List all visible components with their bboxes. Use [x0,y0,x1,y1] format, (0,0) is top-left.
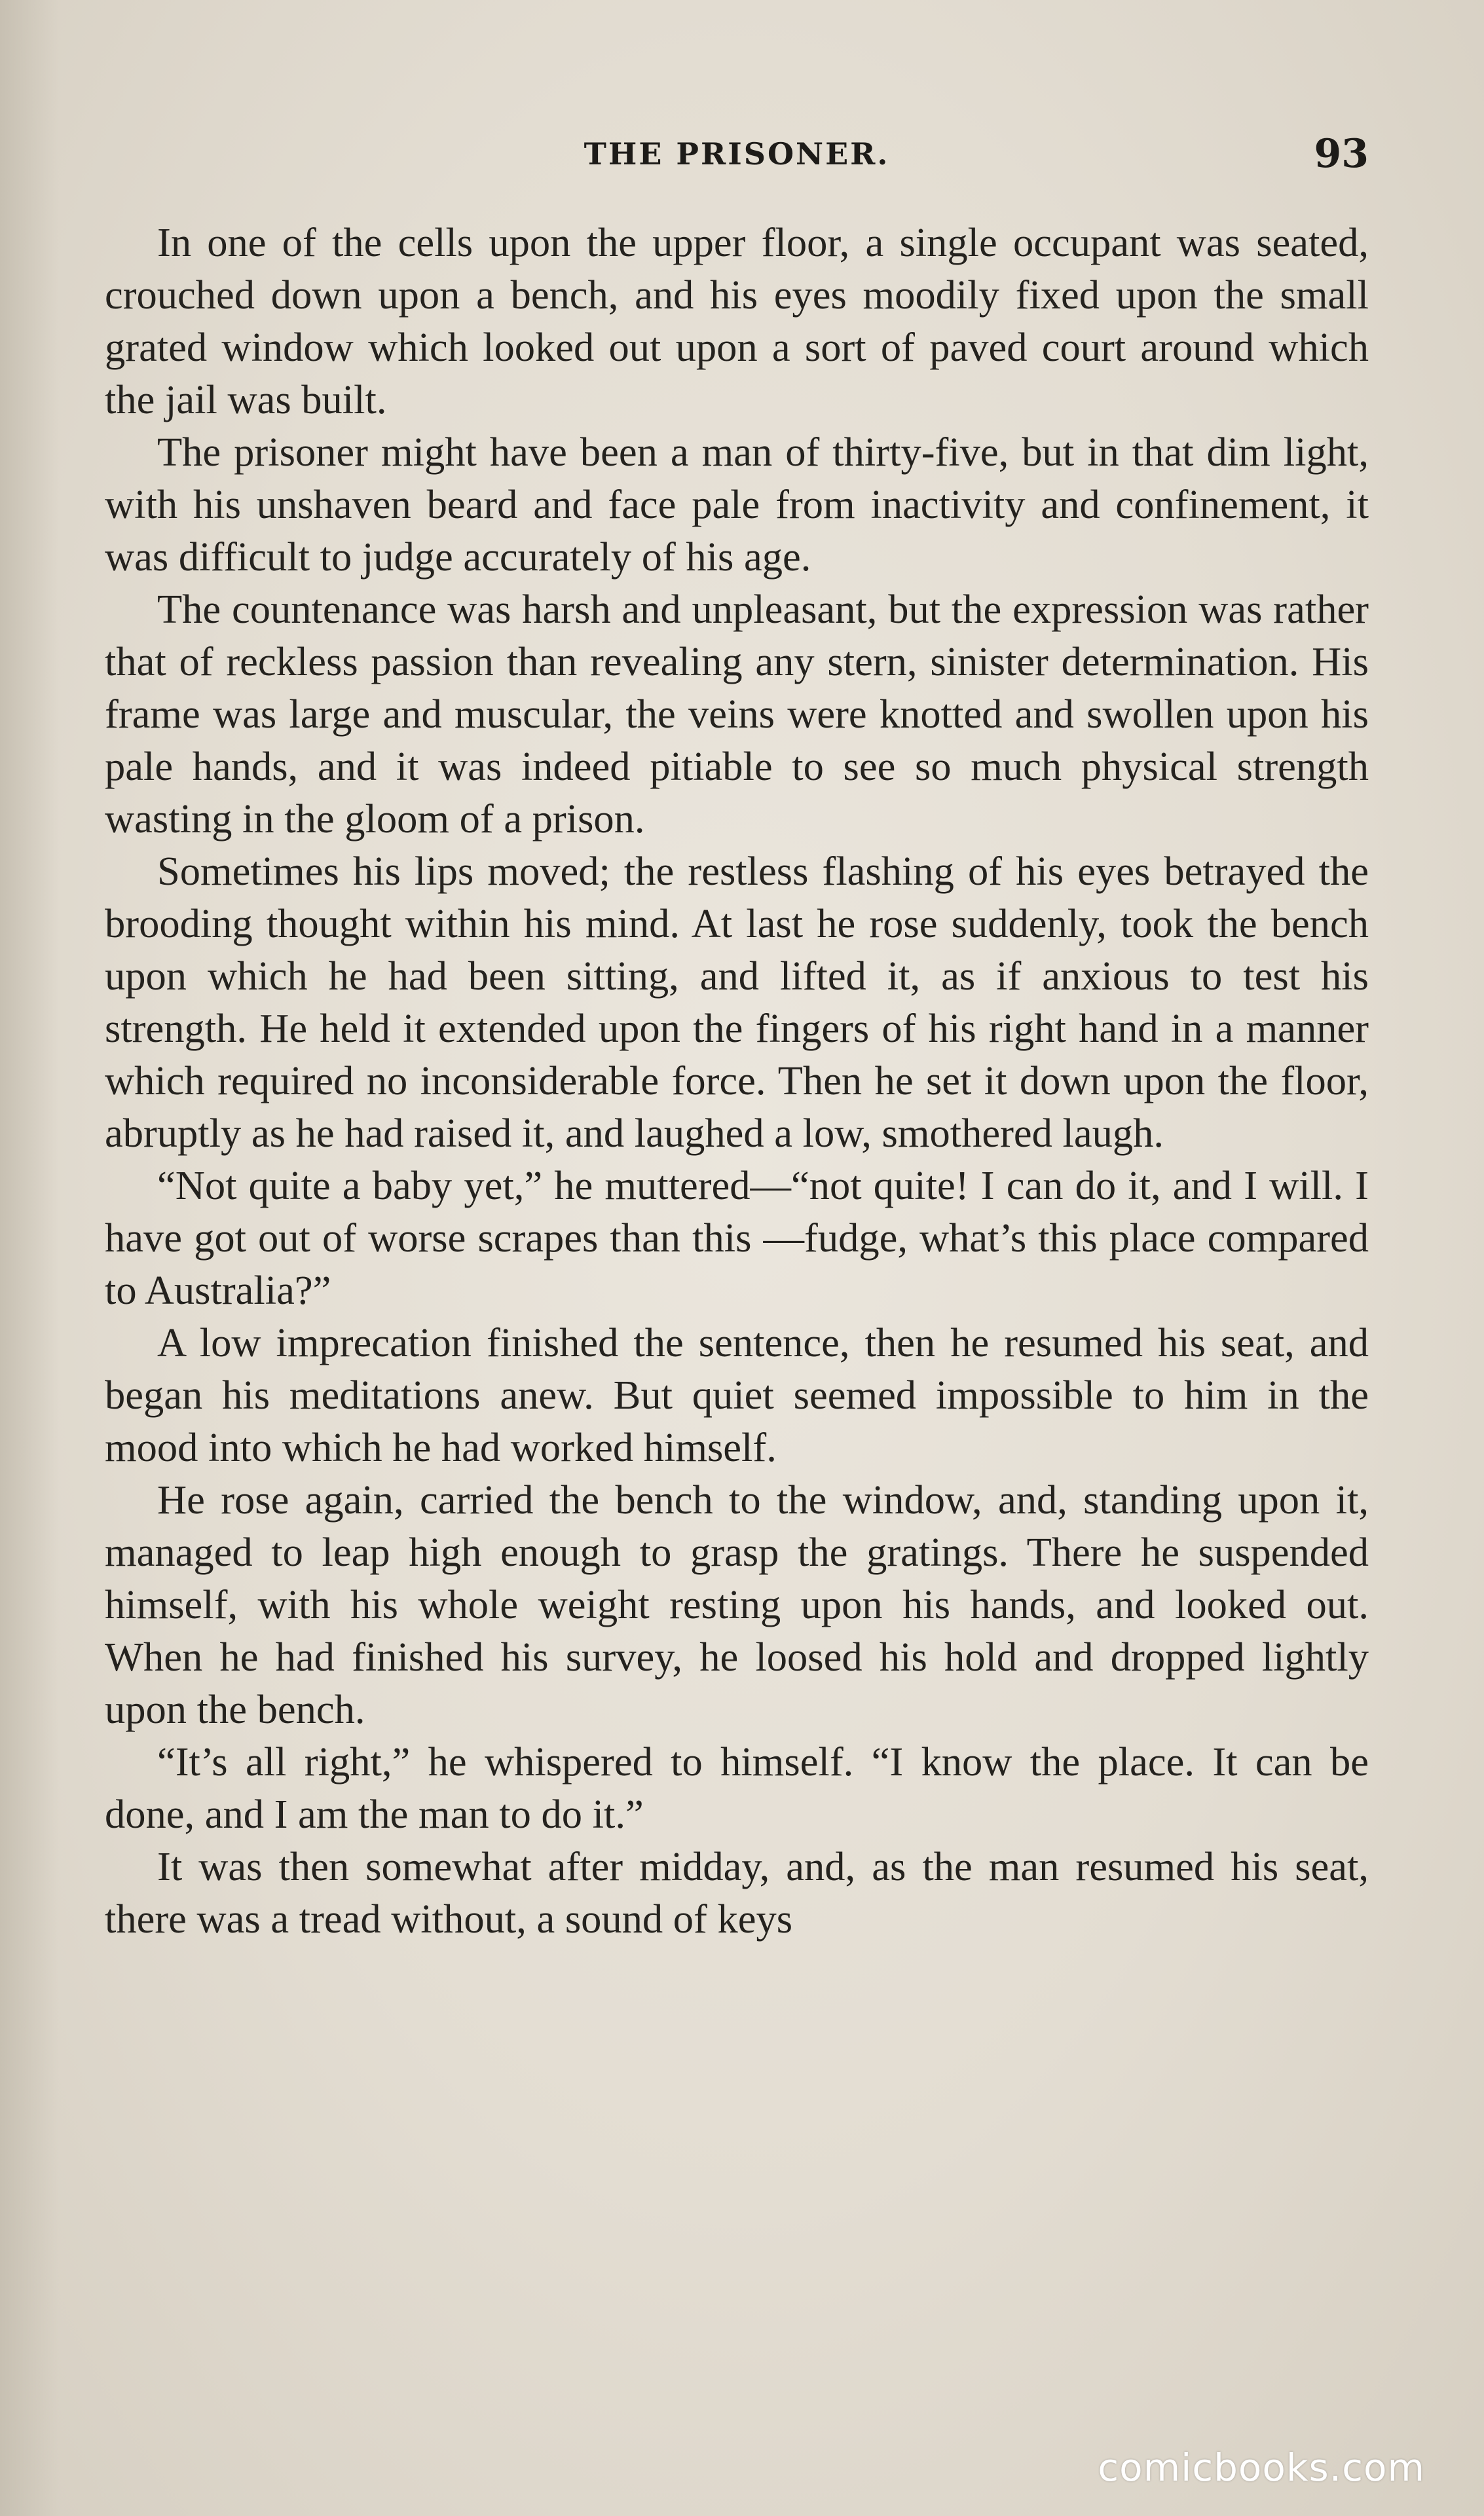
running-title: THE PRISONER. [584,136,890,172]
paragraph: A low imprecation finished the sentence, then he resumed his seat, and began his meditations anew. But quiet seemed impossible to him in the mood into which he had worked himself. [105,1320,1369,1470]
paragraph: In one of the cells upon the upper floor, a single occupant was seated, crouched down upon a bench, and his eyes moodily fixed upon the small grated window which looked out upon a sort of paved court around which the jail was built. [105,219,1369,422]
paragraph: The countenance was harsh and unpleasant, but the expression was rather that of reckless passion than revealing any stern, sinister determination. His frame was large and muscular, the veins were knotted and swollen upon his pale hands, and it was indeed pitiable to see so much physical strength wasting in the gloom of a prison. [105,586,1369,842]
page-gutter-shadow [0,0,59,2516]
paragraph: “Not quite a baby yet,” he muttered—“not quite! I can do it, and I will. I have got out of worse scrapes than this —fudge, what’s this place compared to Australia?” [105,1162,1369,1313]
page-number: 93 [1314,131,1369,177]
paragraph: Sometimes his lips moved; the restless flashing of his eyes betrayed the brooding thought within his mind. At last he rose suddenly, took the bench upon which he had been sitting, and lifted it, as if anxious to test his strength. He held it extended upon the fingers of his right hand in a manner which required no inconsiderable force. Then he set it down upon the floor, abruptly as he had raised it, and laughed a low, smothered laugh. [105,848,1369,1156]
page-header [105,131,1369,183]
site-watermark: comicbooks.com [1098,2445,1425,2490]
paragraph: The prisoner might have been a man of thirty-five, but in that dim light, with his unshaven beard and face pale from inactivity and confinement, it was difficult to judge accurately of his age. [105,429,1369,580]
paragraph: It was then somewhat after midday, and, as the man resumed his seat, there was a tread without, a sound of keys [105,1843,1369,1942]
paragraph: He rose again, carried the bench to the window, and, standing upon it, managed to leap high enough to grasp the gratings. There he suspended himself, with his whole weight resting upon his hands, and looked out. When he had finished his survey, he loosed his hold and dropped lightly upon the bench. [105,1477,1369,1732]
body-text [105,216,1369,1945]
paragraph: “It’s all right,” he whispered to himself. “I know the place. It can be done, and I am the man to do it.” [105,1739,1369,1837]
